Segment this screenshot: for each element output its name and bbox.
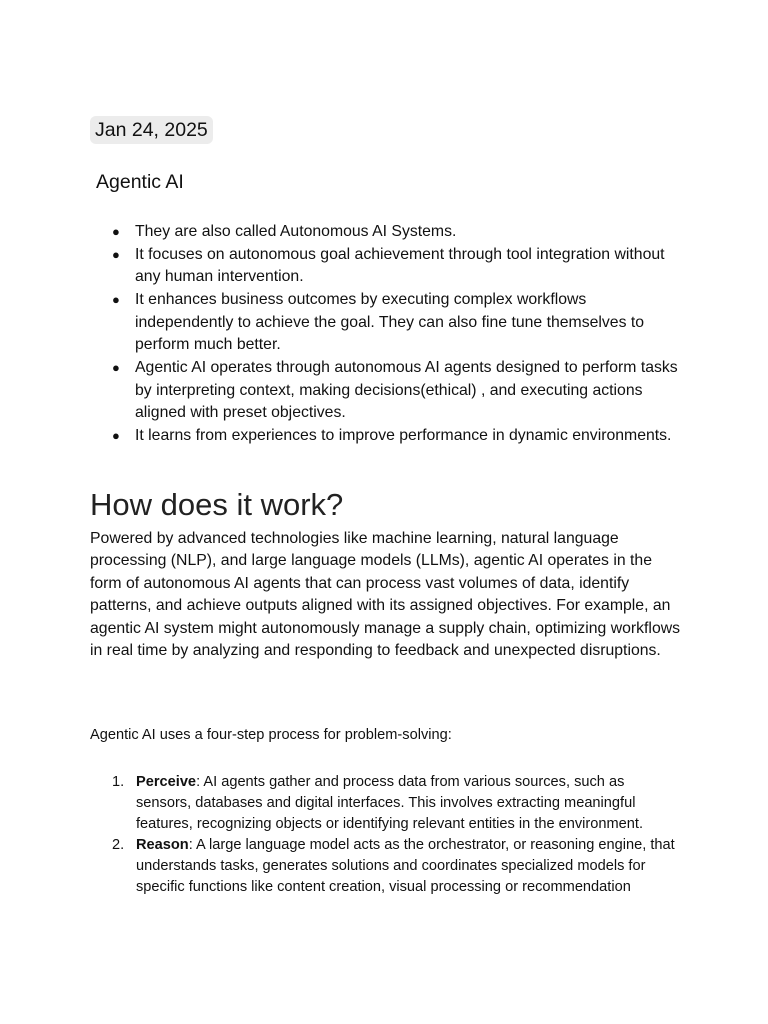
process-steps-list	[90, 772, 682, 899]
bullet-item	[90, 289, 680, 357]
step-text: : A large language model acts as the orchestrator, or reasoning engine, that understands tasks, generates solutions and coordinates specialized models for specific functions like content creation, visual processing or recommendation	[136, 837, 675, 895]
bullet-item	[90, 425, 680, 448]
bullet-dot-icon: ●	[112, 428, 120, 444]
process-step-perceive	[90, 772, 682, 834]
step-text: : AI agents gather and process data from various sources, such as sensors, databases and digital interfaces. This involves extracting meaningful features, recognizing objects or identifying relevant entities in the environment.	[136, 774, 644, 832]
how-it-works-heading: How does it work?	[90, 487, 344, 522]
step-number: 1.	[112, 774, 125, 790]
section-title: Agentic AI	[96, 171, 184, 193]
description-paragraph: Powered by advanced technologies like machine learning, natural language processing (NLP), and large language models (LLMs), agentic AI operates in the form of autonomous AI agents that can process vast volumes of data, identify patterns, and achieve outputs aligned with its assigned objectives. For example, an agentic AI system might autonomously manage a supply chain, optimizing workflows in real time by analyzing and responding to feedback and unexpected disruptions.	[90, 530, 681, 660]
bullet-dot-icon: ●	[112, 224, 120, 239]
bullet-item	[90, 357, 680, 425]
bullet-text: Agentic AI operates through autonomous AI agents designed to perform tasks by interpreting context, making decisions(ethical) , and executing actions aligned with preset objectives.	[135, 359, 678, 422]
bullet-item	[90, 221, 680, 244]
bullet-text: It learns from experiences to improve performance in dynamic environments.	[135, 427, 672, 445]
bullet-dot-icon: ●	[112, 292, 120, 308]
step-number: 2.	[112, 837, 125, 854]
step-term: Reason	[136, 837, 189, 854]
step-term: Perceive	[136, 774, 197, 790]
bullet-dot-icon: ●	[112, 246, 120, 262]
bullet-text: It focuses on autonomous goal achievement through tool integration without any human intervention.	[135, 245, 665, 286]
date-chip[interactable]: Jan 24, 2025	[90, 116, 213, 144]
bullet-text: It enhances business outcomes by executing complex workflows independently to achieve the goal. They can also fine tune themselves to perform much better.	[135, 291, 645, 354]
bullet-text: They are also called Autonomous AI Systems.	[135, 223, 457, 240]
bullet-list	[90, 221, 680, 448]
process-step-reason	[90, 835, 682, 897]
bullet-item	[90, 244, 680, 289]
process-intro: Agentic AI uses a four-step process for problem-solving:	[90, 727, 452, 743]
bullet-dot-icon: ●	[112, 360, 120, 376]
